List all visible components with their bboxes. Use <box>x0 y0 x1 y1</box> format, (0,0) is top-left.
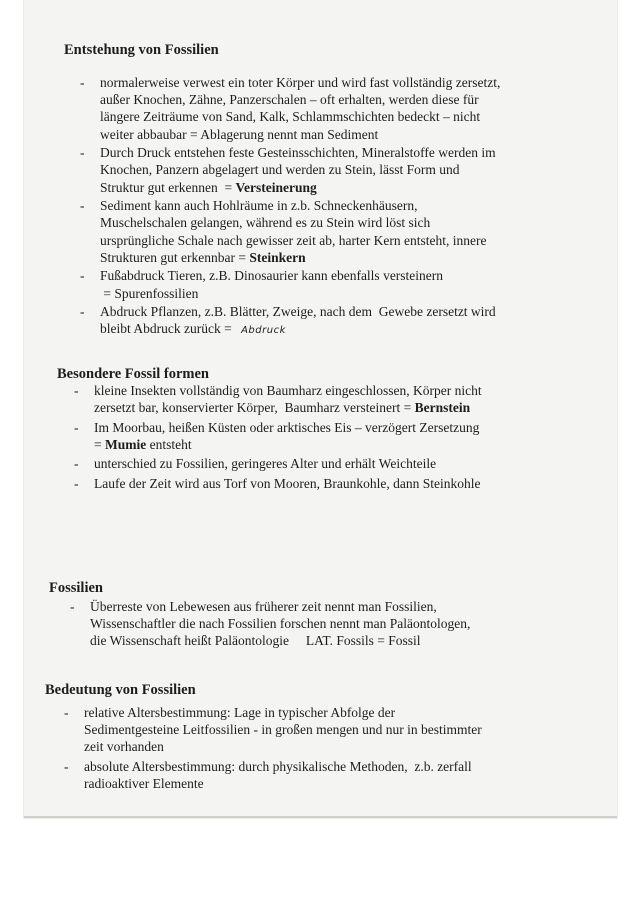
section-fossilien-list <box>90 598 600 650</box>
text-line: - kleine Insekten vollständig von Baumharz eingeschlossen, Körper nicht <box>94 383 482 398</box>
text-line: - Durch Druck entstehen feste Gesteinsschichten, Mineralstoffe werden im <box>100 145 496 161</box>
list-item <box>100 267 600 301</box>
text-line: außer Knochen, Zähne, Panzerschalen – oft erhalten, werden diese für <box>100 92 479 108</box>
section-besondere-formen-heading: Besondere Fossil formen <box>57 366 209 382</box>
text-line: Wissenschaftler die nach Fossilien forschen nennt man Paläontologen, <box>90 616 471 632</box>
list-item <box>84 704 600 756</box>
list-item <box>100 144 600 196</box>
list-item <box>100 74 600 143</box>
text-line: weiter abbaubar = Ablagerung nennt man Sediment <box>100 126 379 142</box>
text-line: bleibt Abdruck zurück = Abdruck <box>100 321 286 337</box>
text-line: - normalerweise verwest ein toter Körper und wird fast vollständig zersetzt, <box>100 75 501 90</box>
list-item <box>84 758 600 792</box>
list-item <box>94 455 600 472</box>
key-term: Versteinerung <box>235 179 317 195</box>
text-line: - Im Moorbau, heißen Küsten oder arktisches Eis – verzögert Zersetzung <box>94 419 480 435</box>
text-line: zersetzt bar, konservierter Körper, Baumharz versteinert = Bernstein <box>94 400 471 416</box>
section-entstehung-list <box>100 74 600 341</box>
handwritten-note: Abdruck <box>241 325 286 337</box>
list-item <box>94 475 600 492</box>
key-term: Bernstein <box>414 400 471 416</box>
text-line: radioaktiver Elemente <box>84 775 204 791</box>
text-line: Sedimentgesteine Leitfossilien - in großen mengen und nur in bestimmter <box>84 722 482 738</box>
list-item <box>90 598 600 650</box>
text-line: - Abdruck Pflanzen, z.B. Blätter, Zweige, nach dem Gewebe zersetzt wird <box>100 304 496 320</box>
text-line: längere Zeiträume von Sand, Kalk, Schlammschichten bedeckt – nicht <box>100 109 481 125</box>
section-entstehung-heading: Entstehung von Fossilien <box>64 42 219 58</box>
text-line: zeit vorhanden <box>84 739 164 755</box>
text-line: ursprüngliche Schale nach gewisser zeit ab, harter Kern entsteht, innere <box>100 232 487 248</box>
text-line: - Fußabdruck Tieren, z.B. Dinosaurier kann ebenfalls versteinern <box>100 268 444 284</box>
text-line: die Wissenschaft heißt Paläontologie LAT. Fossils = Fossil <box>90 633 421 649</box>
text-line: Strukturen gut erkennbar = Steinkern <box>100 249 306 265</box>
text-line: - relative Altersbestimmung: Lage in typischer Abfolge der <box>84 705 396 720</box>
section-bedeutung-list <box>84 704 600 794</box>
text-line: - Laufe der Zeit wird aus Torf von Mooren, Braunkohle, dann Steinkohle <box>94 475 481 491</box>
text-line: - Überreste von Lebewesen aus früherer zeit nennt man Fossilien, <box>90 599 437 614</box>
paper-bottom-edge <box>24 816 617 818</box>
list-item <box>100 303 600 339</box>
list-item <box>100 197 600 266</box>
section-fossilien-heading: Fossilien <box>49 580 103 596</box>
key-term: Mumie <box>105 436 147 452</box>
text-line: Knochen, Panzern abgelagert und werden zu Stein, lässt Form und <box>100 162 460 178</box>
text-line: Muschelschalen gelangen, während es zu Stein wird löst sich <box>100 215 431 231</box>
key-term: Steinkern <box>249 249 306 265</box>
text-line: - unterschied zu Fossilien, geringeres Alter und erhält Weichteile <box>94 456 437 472</box>
list-item <box>94 382 600 416</box>
section-bedeutung-heading: Bedeutung von Fossilien <box>45 682 196 698</box>
list-item <box>94 419 600 453</box>
text-line: = Spurenfossilien <box>100 285 199 301</box>
text-line: - Sediment kann auch Hohlräume in z.b. Schneckenhäusern, <box>100 198 418 214</box>
text-line: = Mumie entsteht <box>94 436 192 452</box>
text-line: - absolute Altersbestimmung: durch physikalische Methoden, z.b. zerfall <box>84 758 472 774</box>
text-line: Struktur gut erkennen = Versteinerung <box>100 179 317 195</box>
section-besondere-formen-list <box>94 382 600 494</box>
